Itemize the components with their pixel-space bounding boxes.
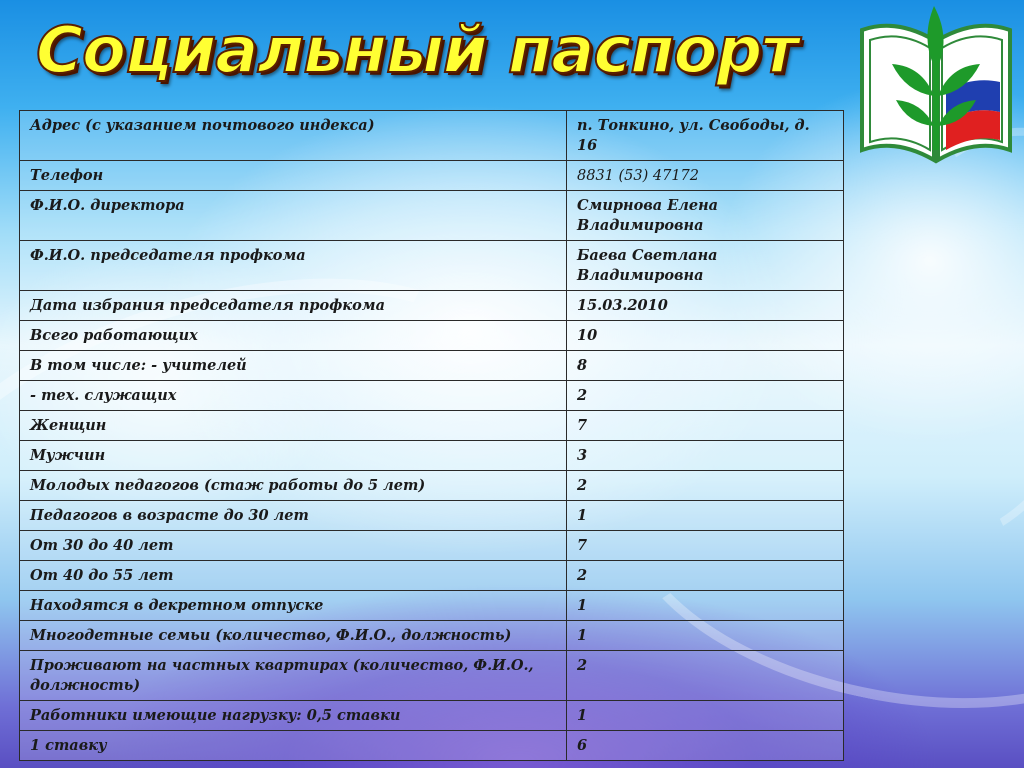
row-label-cell: Телефон	[20, 161, 567, 191]
table-row	[20, 111, 844, 161]
row-label-cell: Молодых педагогов (стаж работы до 5 лет)	[20, 471, 567, 501]
row-label-cell: Педагогов в возрасте до 30 лет	[20, 501, 567, 531]
table-row	[20, 291, 844, 321]
table-row	[20, 501, 844, 531]
row-value-cell: 2	[567, 651, 844, 701]
row-value-cell: 2	[567, 381, 844, 411]
row-label-cell: В том числе: - учителей	[20, 351, 567, 381]
table-row	[20, 411, 844, 441]
row-value-cell: 15.03.2010	[567, 291, 844, 321]
row-value-cell: 7	[567, 531, 844, 561]
row-value-cell: 7	[567, 411, 844, 441]
table-row	[20, 161, 844, 191]
row-value-cell: 1	[567, 621, 844, 651]
row-label-cell: От 30 до 40 лет	[20, 531, 567, 561]
row-label-cell: Дата избрания председателя профкома	[20, 291, 567, 321]
table-row	[20, 621, 844, 651]
row-value-cell: п. Тонкино, ул. Свободы, д. 16	[567, 111, 844, 161]
table-row	[20, 651, 844, 701]
table-row	[20, 701, 844, 731]
table-row	[20, 591, 844, 621]
row-label-cell: Всего работающих	[20, 321, 567, 351]
row-label-cell: Адрес (с указанием почтового индекса)	[20, 111, 567, 161]
table-row	[20, 471, 844, 501]
row-label-cell: 1 ставку	[20, 731, 567, 761]
table-row	[20, 241, 844, 291]
row-value-cell: 2	[567, 561, 844, 591]
row-label-cell: Мужчин	[20, 441, 567, 471]
trade-union-book-sprout-logo-icon	[856, 0, 1016, 165]
table-row	[20, 381, 844, 411]
row-value-cell: Смирнова Елена Владимировна	[567, 191, 844, 241]
row-value-cell: 1	[567, 501, 844, 531]
row-value-cell: 8	[567, 351, 844, 381]
row-label-cell: Ф.И.О. директора	[20, 191, 567, 241]
row-label-cell: Проживают на частных квартирах (количество, Ф.И.О., должность)	[20, 651, 567, 701]
row-label-cell: Работники имеющие нагрузку: 0,5 ставки	[20, 701, 567, 731]
table-row	[20, 321, 844, 351]
row-label-cell: Находятся в декретном отпуске	[20, 591, 567, 621]
table-row	[20, 531, 844, 561]
row-label-cell: Ф.И.О. председателя профкома	[20, 241, 567, 291]
row-label-cell: Многодетные семьи (количество, Ф.И.О., должность)	[20, 621, 567, 651]
row-label-cell: Женщин	[20, 411, 567, 441]
row-value-cell: 2	[567, 471, 844, 501]
row-label-cell: От 40 до 55 лет	[20, 561, 567, 591]
row-value-cell: 1	[567, 701, 844, 731]
slide-title: Социальный паспорт	[36, 14, 798, 88]
social-passport-table	[19, 110, 844, 761]
table-row	[20, 351, 844, 381]
row-value-cell: 8831 (53) 47172	[567, 161, 844, 191]
row-value-cell: 10	[567, 321, 844, 351]
row-value-cell: 3	[567, 441, 844, 471]
table-row	[20, 561, 844, 591]
row-label-cell: - тех. служащих	[20, 381, 567, 411]
table-row	[20, 191, 844, 241]
row-value-cell: Баева Светлана Владимировна	[567, 241, 844, 291]
table-row	[20, 441, 844, 471]
table-row	[20, 731, 844, 761]
row-value-cell: 1	[567, 591, 844, 621]
row-value-cell: 6	[567, 731, 844, 761]
